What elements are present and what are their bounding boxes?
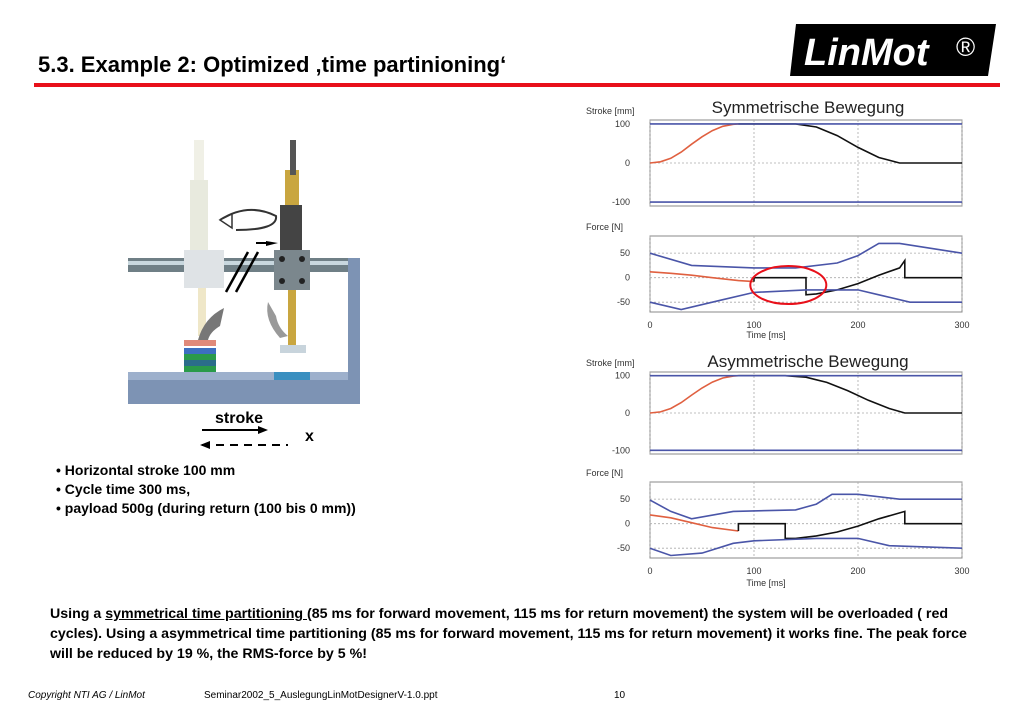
bullet-stroke: • Horizontal stroke 100 mm [56,462,236,478]
linmot-logo [790,22,998,78]
logo-text: LinMot [804,32,929,74]
title-rule [34,83,1000,87]
y-tick-label: -100 [611,445,630,456]
x-tick-label: 100 [746,320,762,330]
panel-ylabel: Stroke [mm] [586,358,635,368]
footer-copyright: Copyright NTI AG / LinMot [28,690,145,701]
footer-page-number: 10 [614,690,626,701]
y-tick-label: 50 [619,248,630,259]
y-tick-label: 0 [624,408,630,418]
panel-ylabel: Force [N] [586,468,624,478]
summary-paragraph [50,604,990,664]
y-tick-label: 0 [624,158,630,168]
stroke-label: stroke [215,410,264,427]
x-tick-label: 0 [647,320,653,330]
chart-title: Symmetrische Bewegung [711,98,905,117]
y-tick-label: 100 [614,370,630,381]
y-tick-label: 50 [619,494,630,505]
y-tick-label: 0 [624,272,630,283]
summary-underlined: symmetrical time partitioning [105,606,308,622]
x-tick-label: 100 [746,566,762,576]
logo-mark: ® [956,32,976,62]
x-tick-label: 200 [850,320,866,330]
x-tick-label: 300 [954,320,970,330]
bullet-cycle: • Cycle time 300 ms, [56,481,191,497]
x-tick-label: 200 [850,566,866,576]
x-label: x [305,428,314,445]
summary-lead: Using a [50,606,106,622]
panel-ylabel: Force [N] [586,222,624,232]
motion-charts [578,92,978,596]
panel-ylabel: Stroke [mm] [586,106,635,116]
x-tick-label: 300 [954,566,970,576]
y-tick-label: 100 [614,118,630,129]
y-tick-label: -100 [611,197,630,208]
y-tick-label: -50 [616,297,630,308]
plot-frame [650,236,962,312]
page-title: 5.3. Example 2: Optimized ‚time partinioning‘ [38,52,507,77]
y-tick-label: -50 [616,543,630,554]
bullet-list [56,461,356,518]
x-axis-label: Time [ms] [746,330,786,340]
y-tick-label: 0 [624,518,630,529]
chart-title: Asymmetrische Bewegung [707,352,909,371]
footer-filename: Seminar2002_5_AuslegungLinMotDesignerV-1.0.ppt [204,690,438,701]
summary-rest: (85 ms for forward movement, 115 ms for return movement) the system will be overloaded ( red cycles). Using a asymmetrical time partitioning (85 ms for forward movement, 115 ms for return movement) it works fine. The peak force will be reduced by 19 %, the RMS-force by 5 %! [50,606,967,662]
x-tick-label: 0 [647,566,653,576]
machine-illustration [128,140,368,450]
x-axis-label: Time [ms] [746,578,786,588]
bullet-payload: • payload 500g (during return (100 bis 0 mm)) [56,500,356,516]
